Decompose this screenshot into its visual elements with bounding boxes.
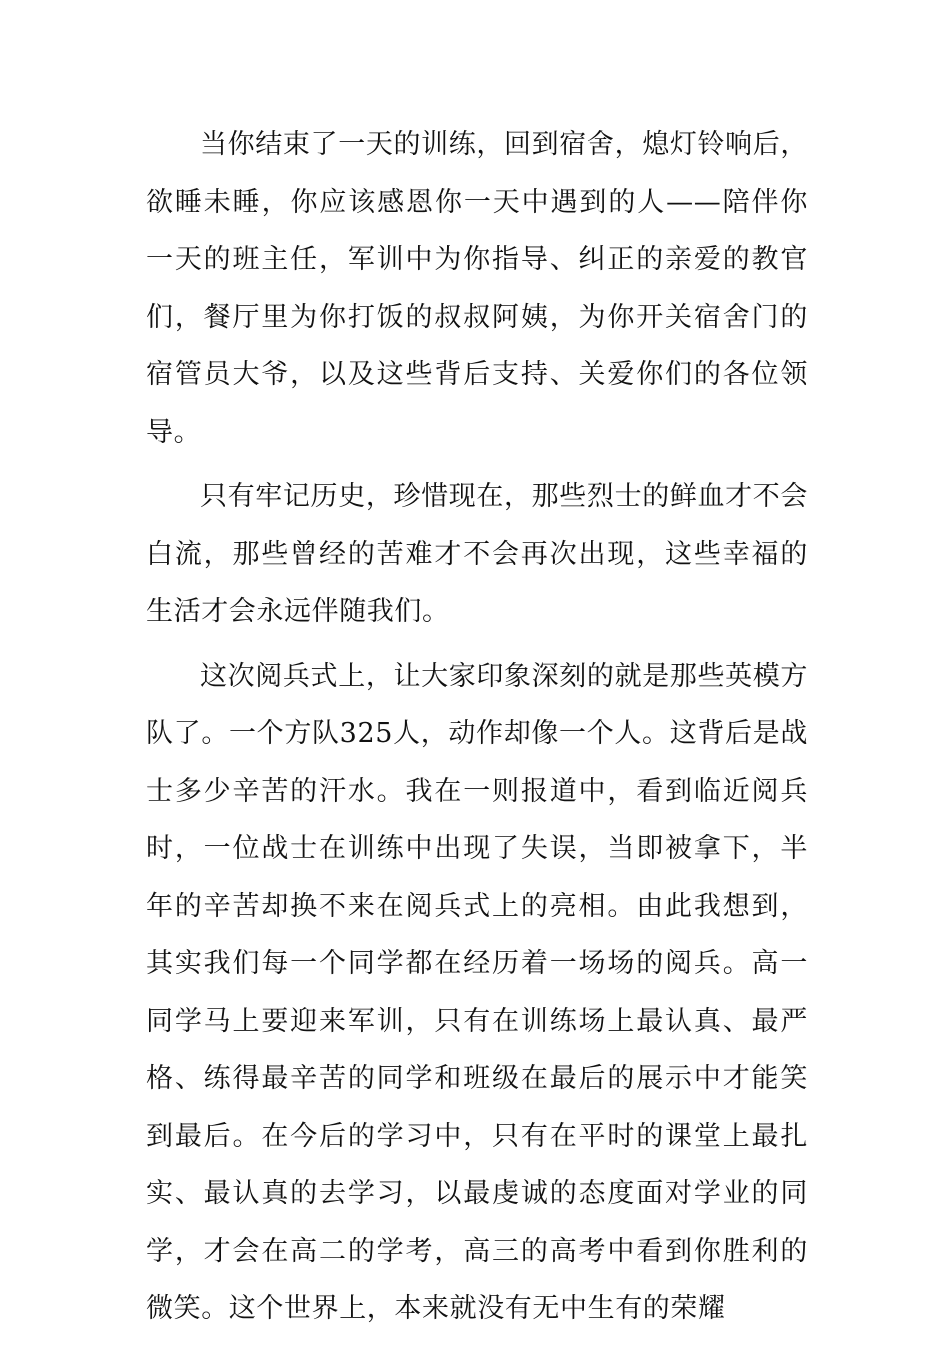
- paragraph-gratitude: 当你结束了一天的训练，回到宿舍，熄灯铃响后，欲睡未睡，你应该感恩你一天中遇到的人——陪伴你一天的班主任，军训中为你指导、纠正的亲爱的教官们，餐厅里为你打饭的叔叔阿姨，为你开关宿舍门的宿管员大爷，以及这些背后支持、关爱你们的各位领导。: [146, 129, 808, 448]
- paragraph-history: 只有牢记历史，珍惜现在，那些烈士的鲜血才不会白流，那些曾经的苦难才不会再次出现，这些幸福的生活才会永远伴随我们。: [146, 481, 808, 627]
- document-body: [146, 116, 808, 1345]
- paragraph-parade: 这次阅兵式上，让大家印象深刻的就是那些英模方队了。一个方队325人，动作却像一个人。这背后是战士多少辛苦的汗水。我在一则报道中，看到临近阅兵时，一位战士在训练中出现了失误，当即被拿下，半年的辛苦却换不来在阅兵式上的亮相。由此我想到，其实我们每一个同学都在经历着一场场的阅兵。高一同学马上要迎来军训，只有在训练场上最认真、最严格、练得最辛苦的同学和班级在最后的展示中才能笑到最后。在今后的学习中，只有在平时的课堂上最扎实、最认真的去学习，以最虔诚的态度面对学业的同学，才会在高二的学考，高三的高考中看到你胜利的微笑。这个世界上，本来就没有无中生有的荣耀: [146, 660, 808, 1324]
